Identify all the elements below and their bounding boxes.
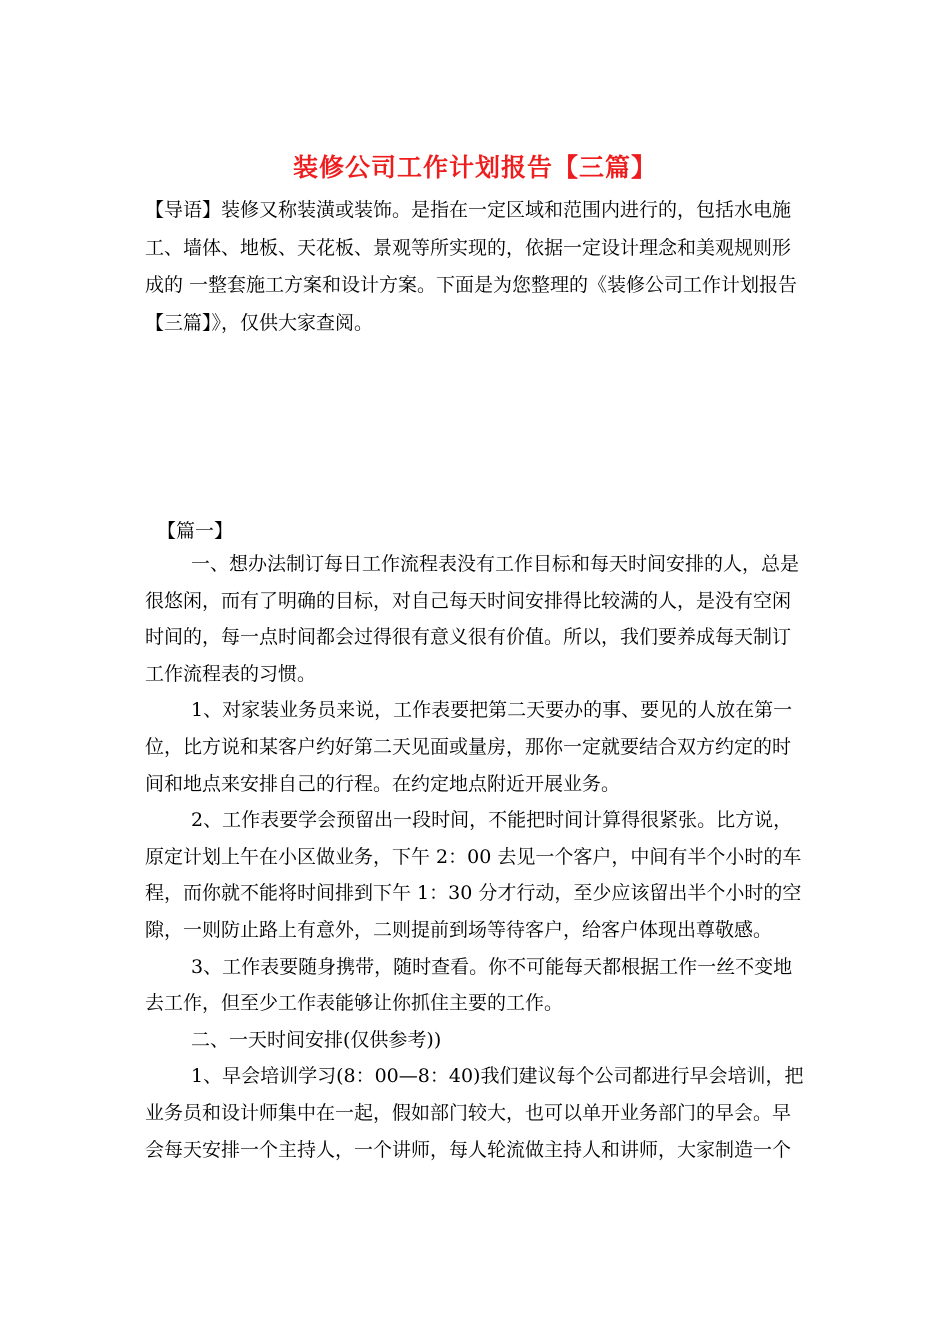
paragraph [145,692,810,802]
intro-line: 工、墙体、地板、天花板、景观等所实现的，依据一定设计理念和美观规则形 [145,236,792,259]
intro-line: 【三篇】》，仅供大家查阅。 [145,311,374,334]
paragraph-line: 3、工作表要随身携带，随时查看。你不可能每天都根据工作一丝不变地 [191,955,793,978]
intro-line: 成的 一整套施工方案和设计方案。下面是为您整理的《装修公司工作计划报告 [145,274,798,296]
paragraph-line: 程，而你就不能将时间排到下午 1：30 分才行动，至少应该留出半个小时的空 [145,882,802,905]
paragraph-line: 1、早会培训学习(8：00—8：40)我们建议每个公司都进行早会培训，把 [191,1065,804,1088]
paragraph-line: 时间的，每一点时间都会过得很有意义很有价值。所以，我们要养成每天制订 [145,626,792,649]
paragraph [145,802,810,948]
paragraph [145,1058,810,1168]
intro-line: 【导语】装修又称装潢或装饰。是指在一定区域和范围内进行的，包括水电施 [145,199,792,221]
section-heading: 【篇一】 [157,520,234,542]
paragraph-line: 很悠闲，而有了明确的目标，对自己每天时间安排得比较满的人，是没有空闲 [145,589,792,612]
paragraph-line: 会每天安排一个主持人，一个讲师，每人轮流做主持人和讲师，大家制造一个 [145,1138,792,1161]
paragraph-line: 隙，一则防止路上有意外，二则提前到场等待客户，给客户体现出尊敬感。 [145,918,773,941]
paragraph-line: 1、对家装业务员来说，工作表要把第二天要办的事、要见的人放在第一 [191,699,793,722]
paragraph-line: 间和地点来安排自己的行程。在约定地点附近开展业务。 [145,772,621,795]
paragraph-line: 一、想办法制订每日工作流程表没有工作目标和每天时间安排的人，总是 [191,553,800,575]
document-title: 装修公司工作计划报告【三篇】 [292,153,657,182]
paragraph-line: 业务员和设计师集中在一起，假如部门较大，也可以单开业务部门的早会。早 [145,1101,792,1124]
document-body [145,546,810,1168]
paragraph [145,546,810,692]
paragraph-line: 二、一天时间安排(仅供参考)) [191,1028,442,1051]
paragraph [145,949,810,1022]
intro-paragraph [145,192,810,342]
paragraph-line: 工作流程表的习惯。 [145,662,317,685]
paragraph [145,1022,810,1059]
paragraph-line: 去工作，但至少工作表能够让你抓住主要的工作。 [145,992,564,1015]
paragraph-line: 2、工作表要学会预留出一段时间，不能把时间计算得很紧张。比方说， [191,809,793,832]
paragraph-line: 原定计划上午在小区做业务，下午 2：00 去见一个客户，中间有半个小时的车 [145,845,802,868]
paragraph-line: 位，比方说和某客户约好第二天见面或量房，那你一定就要结合双方约定的时 [145,735,792,758]
